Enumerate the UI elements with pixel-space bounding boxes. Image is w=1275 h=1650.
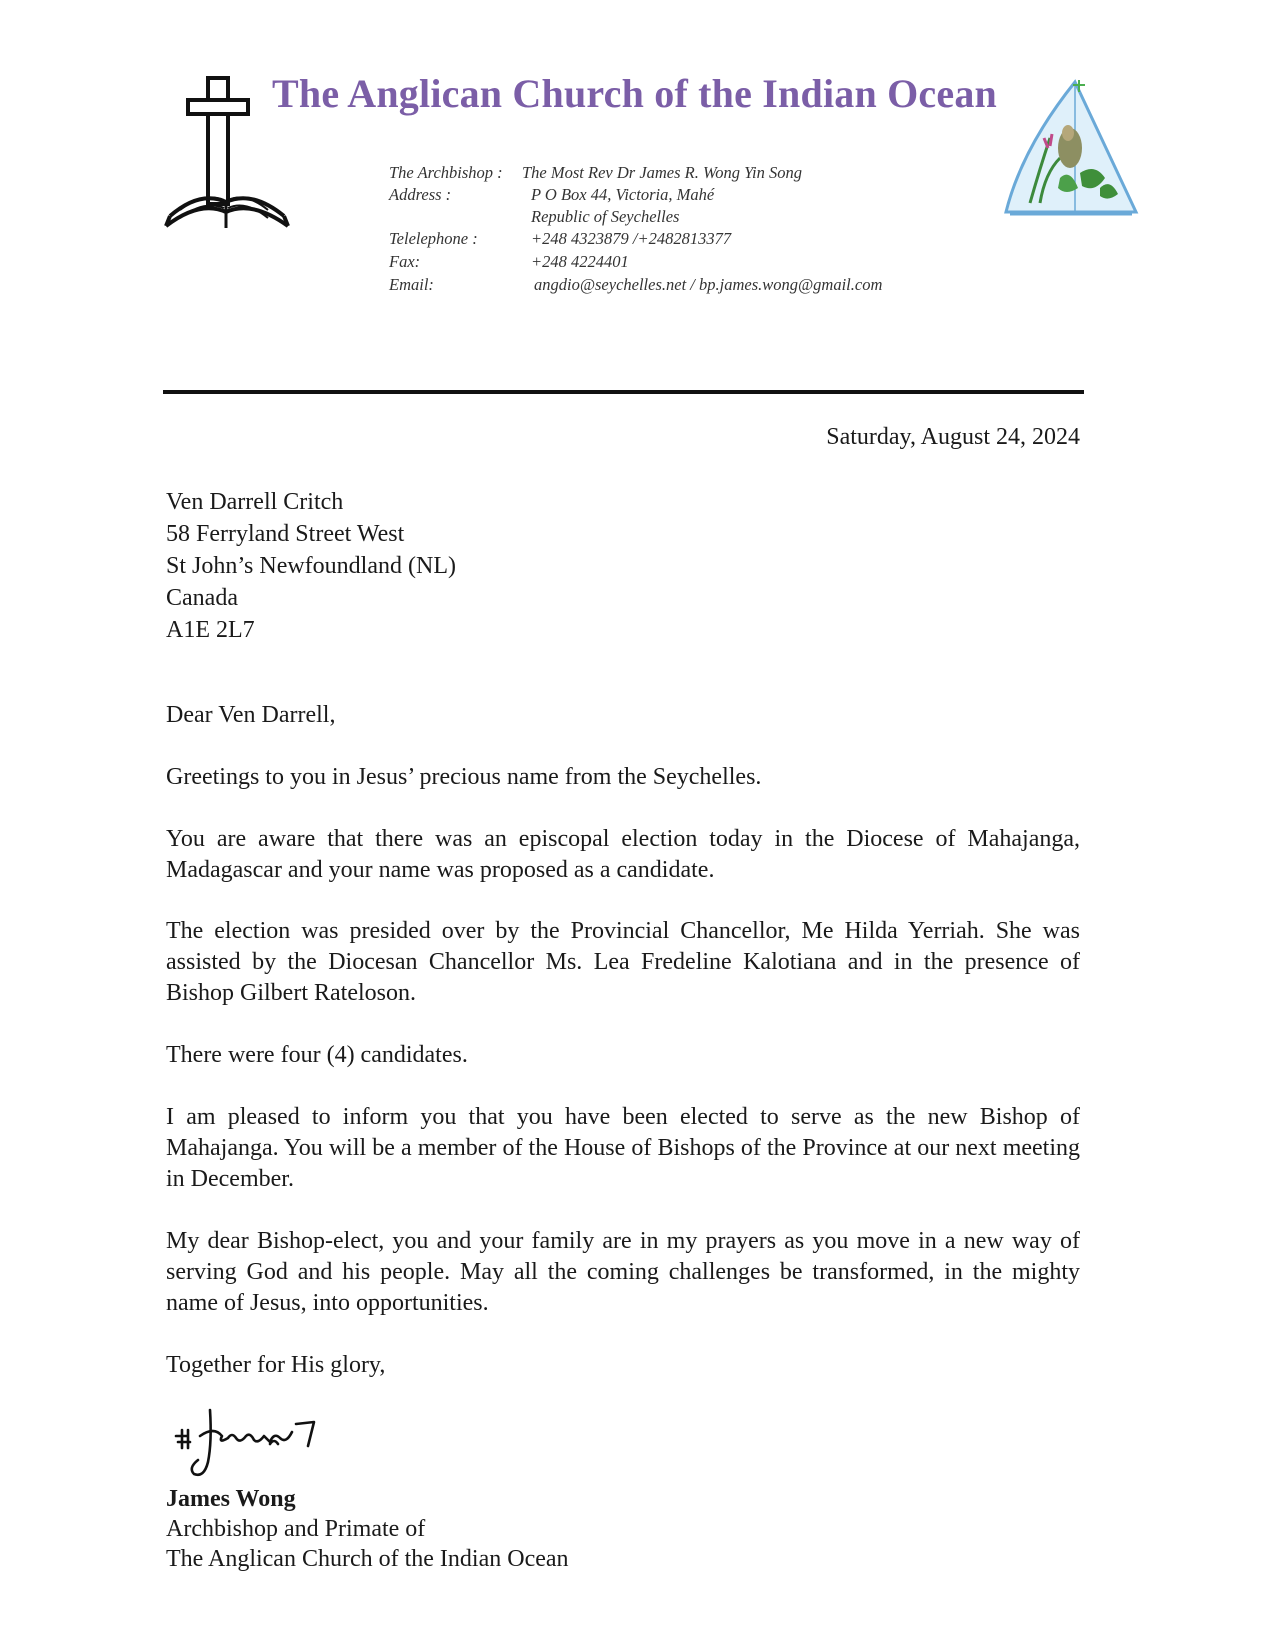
letter-date: Saturday, August 24, 2024 <box>826 424 1080 450</box>
salutation: Dear Ven Darrell, <box>166 702 336 728</box>
telephone-value: +248 4323879 /+2482813377 <box>531 229 732 248</box>
email-value: angdio@seychelles.net / bp.james.wong@gmail.com <box>534 275 883 294</box>
paragraph-elected: I am pleased to inform you that you have been elected to serve as the new Bishop of Mahajanga. You will be a member of the House of Bishops of the Province at our next meeting in December. <box>166 1104 1080 1192</box>
handwritten-signature <box>170 1402 330 1482</box>
address-value-line2: Republic of Seychelles <box>531 207 680 226</box>
paragraph-prayers: My dear Bishop-elect, you and your family are in my prayers as you move in a new way of serving God and his people. May all the coming challenges be transformed, in the mighty name of Jesus, into opportunities. <box>166 1228 1080 1316</box>
letterhead-divider <box>163 390 1084 394</box>
signer-title-line2: The Anglican Church of the Indian Ocean <box>166 1546 569 1572</box>
church-name-heading: The Anglican Church of the Indian Ocean <box>272 71 997 116</box>
paragraph-election-details: The election was presided over by the Provincial Chancellor, Me Hilda Yerriah. She was assisted by the Diocesan Chancellor Ms. Lea Fredeline Kalotiana and in the presence of Bishop Gilbert Rateloson. <box>166 918 1080 1006</box>
email-label: Email: <box>389 275 434 294</box>
paragraph-greeting: Greetings to you in Jesus’ precious name from the Seychelles. <box>166 764 762 790</box>
fax-value: +248 4224401 <box>531 252 629 271</box>
paragraph-candidates: There were four (4) candidates. <box>166 1042 468 1068</box>
closing: Together for His glory, <box>166 1352 386 1378</box>
recipient-line: Ven Darrell Critch <box>166 489 344 515</box>
telephone-label: Telelephone : <box>389 229 478 248</box>
address-label: Address : <box>389 185 452 204</box>
recipient-address <box>166 486 456 646</box>
recipient-line: A1E 2L7 <box>166 617 255 643</box>
signer-name: James Wong <box>166 1486 296 1512</box>
paragraph-election-notice: You are aware that there was an episcopal election today in the Diocese of Mahajanga, Madagascar and your name was proposed as a candidate. <box>166 826 1080 883</box>
signer-title-line1: Archbishop and Primate of <box>166 1516 426 1542</box>
fax-label: Fax: <box>389 252 421 271</box>
recipient-line: 58 Ferryland Street West <box>166 521 405 547</box>
province-seal-logo <box>1000 78 1140 228</box>
recipient-line: Canada <box>166 585 238 611</box>
address-value: P O Box 44, Victoria, Mahé <box>531 185 715 204</box>
archbishop-label: The Archbishop : <box>389 163 503 182</box>
recipient-line: St John’s Newfoundland (NL) <box>166 553 456 579</box>
archbishop-value: The Most Rev Dr James R. Wong Yin Song <box>522 163 803 182</box>
